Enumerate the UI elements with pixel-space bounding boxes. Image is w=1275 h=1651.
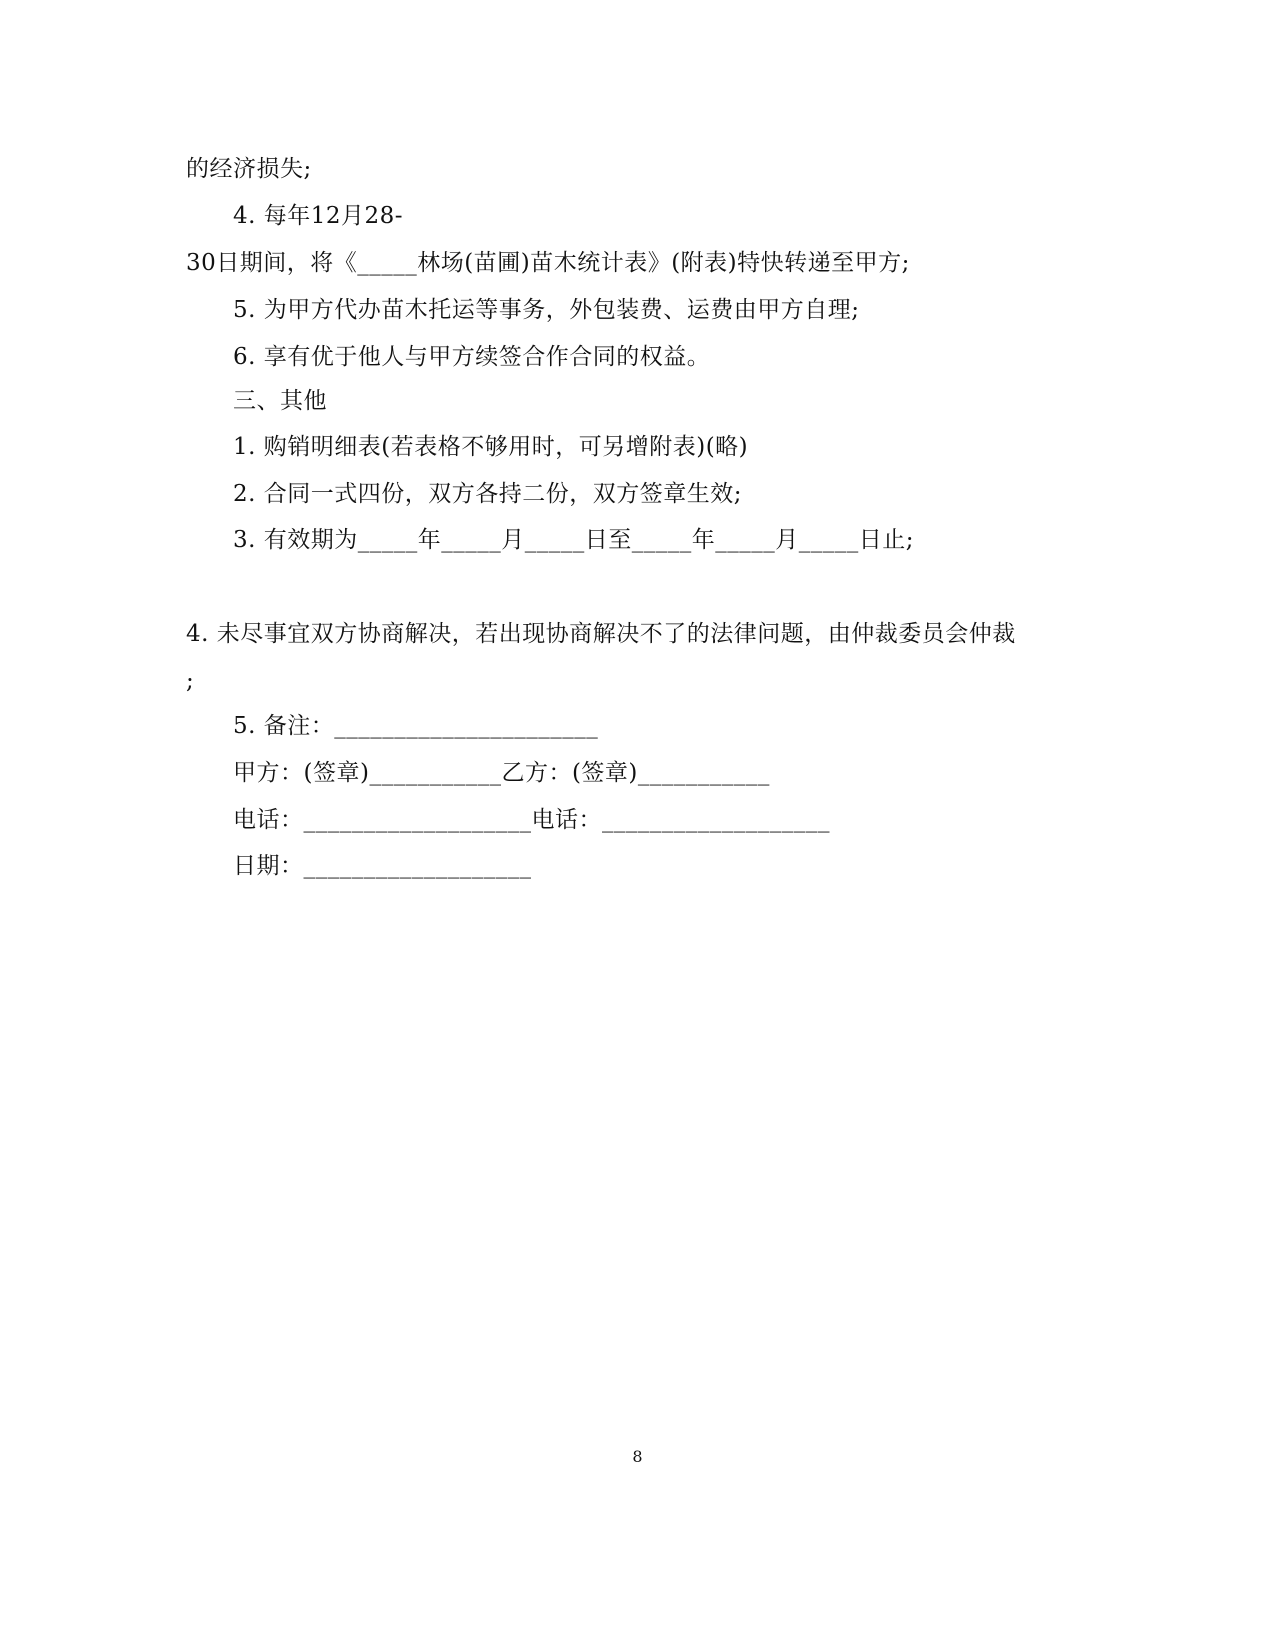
text-line: 1. 购销明细表(若表格不够用时，可另增附表)(略)	[233, 434, 749, 460]
page-number: 8	[632, 1447, 643, 1466]
text-line: 2. 合同一式四份，双方各持二份，双方签章生效;	[233, 481, 743, 507]
text-line: ;	[186, 668, 195, 694]
text-line: 30日期间，将《_____林场(苗圃)苗木统计表》(附表)特快转递至甲方;	[186, 250, 910, 276]
remarks-line: 5. 备注：______________________	[233, 713, 599, 739]
text-line: 的经济损失;	[186, 156, 312, 182]
text-line: 3. 有效期为_____年_____月_____日至_____年_____月_____日止;	[233, 527, 915, 553]
date-line: 日期：___________________	[233, 853, 532, 879]
text-line: 4. 每年12月28-	[233, 203, 404, 229]
section-heading: 三、其他	[233, 388, 327, 414]
text-line: 6. 享有优于他人与甲方续签合作合同的权益。	[233, 344, 711, 370]
text-line: 5. 为甲方代办苗木托运等事务，外包装费、运费由甲方自理;	[233, 297, 860, 323]
signature-line: 甲方：(签章)___________乙方：(签章)___________	[233, 760, 770, 786]
phone-line: 电话：___________________电话：___________________	[233, 807, 830, 833]
text-line: 4. 未尽事宜双方协商解决，若出现协商解决不了的法律问题，由仲裁委员会仲裁	[186, 621, 1016, 647]
